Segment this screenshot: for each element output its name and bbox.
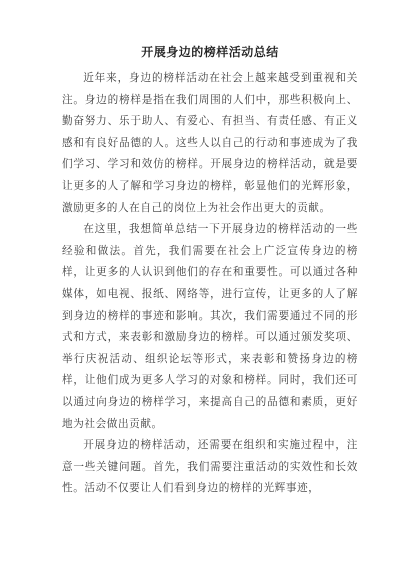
paragraph-3: 开展身边的榜样活动，还需要在组织和实施过程中，注意一些关键问题。首先，我们需要注重活动的实效性和长效性。活动不仅要让人们看到身边的榜样的光辉事迹， — [62, 439, 358, 495]
paragraph-2: 在这里，我想简单总结一下开展身边的榜样活动的一些经验和做法。首先，我们需要在社会上广泛宣传身边的榜样，让更多的人认识到他们的存在和重要性。可以通过各种媒体，如电视、报纸、网络等，进行宣传，让更多的人了解到身边的榜样的事迹和影响。其次，我们需要通过不同的形式和方式，来表彰和激励身边的榜样。可以通过颁发奖项、举行庆祝活动、组织论坛等形式，来表彰和赞扬身边的榜样，让他们成为更多人学习的对象和榜样。同时，我们还可以通过向身边的榜样学习，来提高自己的品德和素质，更好地为社会做出贡献。 — [62, 223, 358, 430]
paragraph-1: 近年来，身边的榜样活动在社会上越来越受到重视和关注。身边的榜样是指在我们周围的人们中，那些积极向上、勤奋努力、乐于助人、有爱心、有担当、有责任感、有正义感和有良好品德的人。这些人以自己的行动和事迹成为了我们学习、学习和效仿的榜样。开展身边的榜样活动，就是要让更多的人了解和学习身边的榜样，彰显他们的光辉形象，激励更多的人在自己的岗位上为社会作出更大的贡献。 — [62, 72, 358, 214]
document-title: 开展身边的榜样活动总结 — [141, 45, 279, 59]
